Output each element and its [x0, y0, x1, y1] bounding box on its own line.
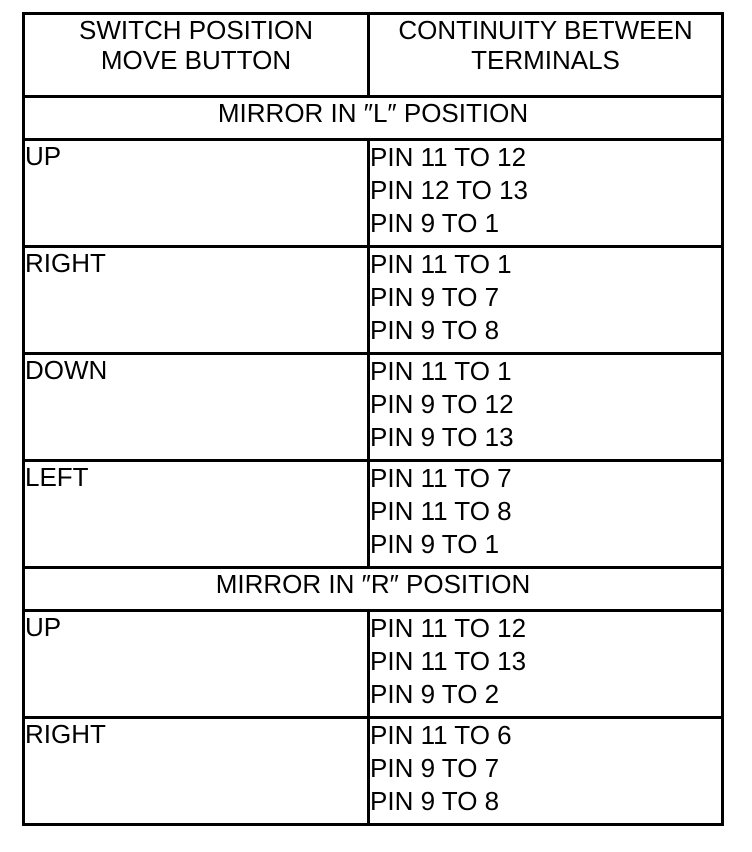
section-row — [24, 568, 723, 611]
pin-connection: PIN 9 TO 7 — [370, 282, 500, 312]
table-row — [24, 718, 723, 825]
pin-connection: PIN 11 TO 7 — [370, 463, 512, 493]
switch-position-cell: LEFT — [24, 461, 369, 568]
switch-position-cell: RIGHT — [24, 718, 369, 825]
table-row — [24, 140, 723, 247]
pin-connection: PIN 9 TO 8 — [370, 786, 500, 816]
pin-connection: PIN 11 TO 1 — [370, 249, 512, 279]
pin-connection: PIN 11 TO 1 — [370, 356, 512, 386]
table-header-row — [24, 14, 723, 97]
table-row — [24, 247, 723, 354]
section-row — [24, 97, 723, 140]
pin-connection: PIN 11 TO 13 — [370, 646, 527, 676]
switch-position-cell: UP — [24, 140, 369, 247]
continuity-cell — [369, 718, 723, 825]
table-row — [24, 461, 723, 568]
header-switch-position: SWITCH POSITION MOVE BUTTON — [24, 14, 369, 97]
table-row — [24, 611, 723, 718]
switch-position-cell: UP — [24, 611, 369, 718]
header-continuity: CONTINUITY BETWEEN TERMINALS — [369, 14, 723, 97]
pin-connection: PIN 11 TO 8 — [370, 496, 512, 526]
pin-connection: PIN 12 TO 13 — [370, 175, 529, 205]
pin-connection: PIN 9 TO 12 — [370, 389, 514, 419]
pin-connection: PIN 9 TO 2 — [370, 679, 500, 709]
continuity-cell — [369, 461, 723, 568]
pin-connection: PIN 9 TO 1 — [370, 529, 500, 559]
table-row — [24, 354, 723, 461]
pin-connection: PIN 11 TO 6 — [370, 720, 512, 750]
section-title: MIRROR IN ″R″ POSITION — [24, 568, 723, 611]
table-body — [24, 97, 723, 825]
pin-connection: PIN 9 TO 8 — [370, 315, 500, 345]
continuity-cell — [369, 247, 723, 354]
switch-continuity-table — [22, 12, 724, 826]
pin-connection: PIN 11 TO 12 — [370, 142, 527, 172]
switch-position-cell: RIGHT — [24, 247, 369, 354]
section-title: MIRROR IN ″L″ POSITION — [24, 97, 723, 140]
pin-connection: PIN 9 TO 1 — [370, 208, 500, 238]
continuity-cell — [369, 611, 723, 718]
pin-connection: PIN 11 TO 12 — [370, 613, 527, 643]
pin-connection: PIN 9 TO 13 — [370, 422, 514, 452]
switch-position-cell: DOWN — [24, 354, 369, 461]
continuity-cell — [369, 354, 723, 461]
pin-connection: PIN 9 TO 7 — [370, 753, 500, 783]
continuity-cell — [369, 140, 723, 247]
